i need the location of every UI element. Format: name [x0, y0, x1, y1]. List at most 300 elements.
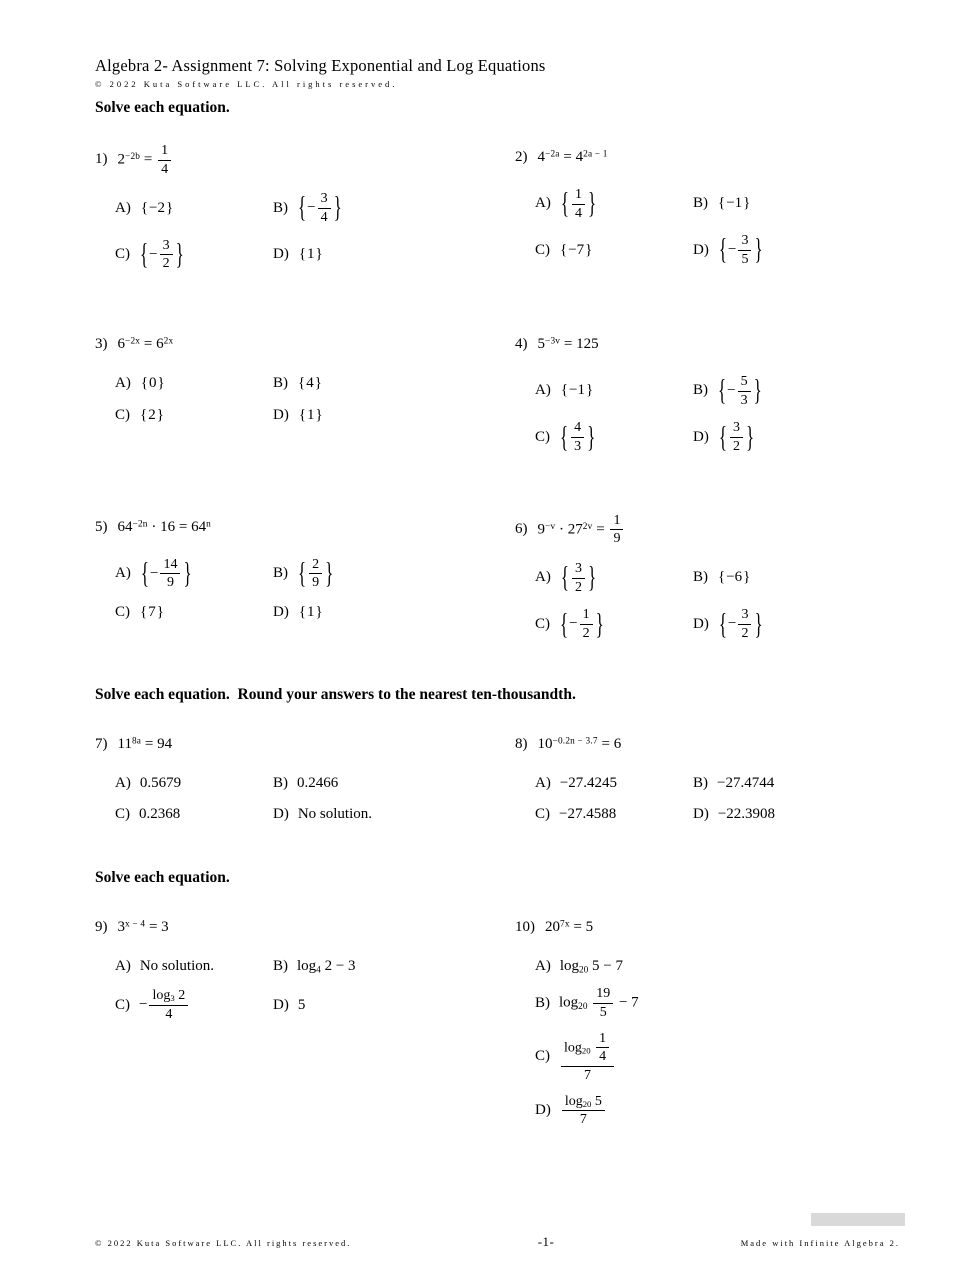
choice-a — [535, 187, 653, 221]
fraction-numerator: 3 — [160, 238, 173, 256]
exponent: −2n — [132, 519, 148, 530]
set-brace: } — [754, 606, 763, 641]
choice-b — [535, 986, 639, 1020]
fraction-numerator: $\log_3 2$ — [149, 988, 188, 1006]
choice-label: B) — [693, 382, 708, 399]
choice-label: A) — [535, 957, 551, 974]
choice-math: {− $\frac{3}{2}$ } — [718, 607, 764, 641]
choice-math: {− $\frac{3}{2}$ } — [139, 238, 185, 272]
choice-math: {7} — [139, 603, 165, 623]
set-brace: } — [588, 186, 597, 220]
choice-label: D) — [273, 996, 289, 1013]
choice-math — [560, 561, 597, 595]
problem-number: 4) — [515, 336, 528, 353]
problem-7 — [95, 730, 515, 825]
choice-math: $\log_4 2 - 3$ — [297, 957, 356, 976]
choice-c — [115, 988, 233, 1022]
set-brace: } — [183, 556, 192, 590]
fraction — [738, 374, 751, 408]
choice-math: −22.3908 — [717, 806, 776, 823]
footer-copyright: © 2022 Kuta Software LLC. All rights reserved. — [95, 1238, 352, 1248]
problem-equation — [515, 143, 900, 173]
choice-label: C) — [535, 615, 550, 632]
choice-a — [535, 381, 653, 401]
fraction-numerator: 14 — [160, 557, 180, 575]
set-brace: } — [315, 246, 323, 263]
choice-math: {−1} — [717, 194, 751, 214]
log-base-subscript: 20 — [579, 965, 589, 976]
choice-label: C) — [115, 246, 130, 263]
choice-label: D) — [273, 406, 289, 423]
choice-label: B) — [273, 565, 288, 582]
problem-row — [95, 730, 900, 825]
fraction-denominator: 9 — [312, 575, 320, 591]
exponent: −2a — [545, 149, 560, 160]
section-heading: Solve each equation. — [95, 99, 230, 116]
fraction-denominator: 3 — [740, 392, 748, 408]
set-brace: { — [560, 560, 569, 594]
exponent: n — [206, 519, 211, 530]
choice-d — [693, 805, 775, 825]
set-brace: { — [718, 195, 726, 212]
fraction — [580, 607, 593, 641]
choice-d — [273, 996, 356, 1016]
choice-c — [115, 603, 233, 623]
problem-equation — [515, 730, 900, 760]
choice-a — [115, 557, 233, 591]
choice-c — [535, 607, 653, 641]
choice-math: −27.4744 — [717, 774, 775, 791]
set-brace: { — [718, 606, 727, 641]
fraction-denominator: 2 — [162, 256, 170, 272]
choice-label: B) — [693, 774, 708, 791]
choice-math — [718, 420, 755, 454]
fraction-numerator: 3 — [572, 561, 585, 579]
choice-math: 0.2368 — [139, 806, 181, 823]
choice-label: A) — [115, 957, 131, 974]
choice-label: C) — [115, 806, 130, 823]
equation-math: $9^{-v} \cdot 27^{2v}$ = $\frac{1}{9}$ — [538, 513, 626, 547]
set-brace: { — [140, 375, 149, 392]
choice-label: A) — [115, 375, 131, 392]
choice-math: No solution. — [139, 957, 215, 974]
choice-math: − $\frac{\log_3 2}{4}$ — [139, 988, 190, 1022]
choice-label: D) — [693, 428, 709, 445]
choice-b — [273, 557, 334, 591]
fraction — [596, 1031, 609, 1065]
fraction — [738, 233, 751, 267]
choice-math: −27.4588 — [559, 806, 617, 823]
equation-math: $5^{-3v} = 125$ — [537, 336, 599, 353]
footer-page-number: -1- — [537, 1234, 555, 1249]
choice-math — [560, 187, 597, 221]
set-brace: { — [298, 604, 307, 621]
choice-label: B) — [273, 957, 288, 974]
exponent: −v — [545, 521, 556, 532]
fraction-numerator: 3 — [738, 233, 751, 251]
worksheet-footer — [95, 1234, 900, 1250]
problem-6 — [515, 513, 900, 642]
fraction — [572, 187, 585, 221]
answer-choices — [535, 774, 900, 825]
choice-b — [693, 194, 764, 214]
set-brace: { — [140, 604, 148, 621]
worksheet-header — [95, 56, 900, 89]
choice-math: {−6} — [717, 568, 751, 588]
set-brace: } — [314, 375, 322, 392]
fraction-denominator: 2 — [733, 439, 740, 455]
set-brace: } — [588, 560, 597, 594]
choice-label: B) — [273, 774, 288, 791]
problems-area — [95, 99, 900, 1128]
answer-choices — [535, 374, 900, 455]
problem-number: 10) — [515, 919, 535, 935]
answer-choices — [115, 191, 515, 272]
set-brace: } — [166, 199, 174, 216]
problem-8 — [515, 730, 900, 825]
worksheet-section — [95, 686, 900, 825]
choice-c — [535, 241, 653, 261]
set-brace: } — [157, 375, 165, 392]
choice-a — [535, 774, 653, 794]
fraction — [738, 607, 751, 641]
set-brace: } — [746, 419, 755, 454]
fraction-denominator: 7 — [579, 1112, 587, 1128]
choice-math: {1} — [298, 603, 324, 623]
choice-math: {− $\frac{5}{3}$ } — [717, 374, 763, 408]
set-brace: { — [140, 199, 149, 216]
choice-a — [115, 957, 233, 977]
choice-label: D) — [273, 806, 289, 823]
log-base-subscript: 20 — [578, 1002, 588, 1013]
choice-a — [115, 199, 233, 219]
choice-c — [115, 805, 233, 825]
page-title: Algebra 2- Assignment 7: Solving Exponential and Log Equations — [95, 56, 546, 75]
choice-label: A) — [115, 565, 131, 582]
fraction — [571, 420, 584, 454]
fraction — [160, 557, 180, 591]
choice-a — [115, 774, 233, 794]
choice-b — [273, 374, 324, 394]
problem-4 — [515, 330, 900, 455]
fraction-numerator: $\log_{20} 5$ — [562, 1094, 605, 1112]
set-brace: } — [315, 406, 323, 423]
fraction — [158, 143, 171, 177]
problem-equation — [95, 730, 515, 760]
set-brace: } — [175, 237, 184, 271]
choice-a — [115, 374, 233, 394]
choice-math: 5 — [297, 996, 306, 1013]
problem-equation — [515, 330, 900, 360]
fraction-denominator: 4 — [320, 210, 328, 226]
choice-label: D) — [693, 241, 709, 258]
log-base-subscript: 4 — [316, 965, 321, 976]
set-brace: } — [753, 373, 762, 407]
answer-choices — [115, 957, 515, 1023]
worksheet-section — [95, 869, 900, 1128]
choice-math — [559, 420, 596, 454]
set-brace: } — [743, 569, 751, 586]
set-brace: } — [754, 232, 763, 267]
choice-math: {0} — [140, 374, 166, 394]
choice-label: B) — [693, 195, 708, 212]
answer-choices — [115, 557, 515, 623]
choice-d — [693, 607, 764, 641]
set-brace: { — [718, 373, 727, 407]
problem-equation — [95, 913, 515, 943]
choice-math: {−7} — [559, 241, 593, 261]
fraction — [561, 1031, 614, 1084]
choice-math — [559, 1031, 616, 1084]
fraction-denominator: 9 — [613, 531, 621, 547]
answer-choices — [535, 957, 900, 1128]
exponent: 2x — [163, 336, 174, 347]
choice-math: 0.5679 — [139, 774, 182, 791]
choice-math: {1} — [298, 406, 324, 426]
choice-d — [273, 603, 334, 623]
choice-label: D) — [535, 1102, 551, 1119]
choice-d — [693, 420, 763, 454]
equation-math: $6^{-2x} = 6^{2x}$ — [117, 336, 174, 353]
answer-choices — [115, 374, 515, 425]
exponent: 2a − 1 — [583, 149, 608, 160]
choice-d — [693, 233, 764, 267]
fraction-denominator: 4 — [165, 1006, 173, 1022]
fraction-denominator: 9 — [166, 575, 174, 591]
choice-b — [693, 568, 764, 588]
choice-d — [273, 805, 372, 825]
choice-c — [535, 420, 653, 454]
exponent: −2b — [125, 151, 141, 162]
equation-math: $3^{x - 4} = 3$ — [117, 919, 169, 935]
choice-label: B) — [535, 994, 550, 1011]
equation-math: $20^{7x} = 5$ — [545, 919, 594, 935]
choice-a — [535, 561, 653, 595]
choice-math: No solution. — [297, 806, 373, 823]
equation-math: $2^{-2b}$ = $\frac{1}{4}$ — [118, 143, 174, 177]
set-brace: } — [586, 382, 594, 399]
choice-label: C) — [115, 996, 130, 1013]
log-base-subscript: 3 — [170, 993, 175, 1004]
choice-d — [273, 245, 343, 265]
exponent: 7x — [560, 919, 570, 930]
fraction-denominator: 2 — [582, 626, 590, 642]
choice-math: {− $\frac{3}{4}$ } — [297, 191, 343, 225]
set-brace: { — [298, 246, 307, 263]
choice-label: D) — [273, 246, 289, 263]
choice-label: D) — [693, 615, 709, 632]
problem-2 — [515, 143, 900, 268]
exponent: 8a — [131, 736, 142, 747]
set-brace: { — [560, 606, 569, 641]
section-heading: Solve each equation. — [95, 868, 230, 886]
choice-c — [115, 238, 233, 272]
fraction-numerator: 3 — [318, 191, 331, 209]
choice-label: A) — [535, 382, 551, 399]
fraction-denominator: 2 — [575, 579, 582, 595]
equation-math: $4^{-2a} = 4^{2a - 1}$ — [537, 149, 608, 166]
set-brace: { — [560, 382, 569, 399]
choice-math: {− $\frac{14}{9}$ } — [140, 557, 193, 591]
set-brace: { — [718, 569, 726, 586]
choice-label: C) — [115, 604, 130, 621]
fraction-numerator: $\log_{20}$ $\frac{1}{4}$ — [561, 1031, 614, 1067]
fraction — [318, 191, 331, 225]
answer-choices — [535, 187, 900, 268]
fraction-denominator: 7 — [584, 1067, 592, 1083]
choice-math: {4} — [297, 374, 323, 394]
fraction-numerator: 5 — [738, 374, 751, 392]
choice-a — [535, 957, 639, 977]
problem-row — [95, 330, 900, 455]
set-brace: { — [298, 190, 307, 225]
set-brace: { — [298, 406, 307, 423]
choice-c — [115, 406, 233, 426]
problem-number: 2) — [515, 149, 528, 166]
choice-math: 0.2466 — [297, 774, 339, 791]
choice-d — [273, 406, 324, 426]
problem-row — [95, 913, 900, 1128]
set-brace: } — [587, 419, 596, 454]
problem-equation — [95, 330, 515, 360]
problem-number: 9) — [95, 919, 108, 935]
fraction-denominator: 4 — [599, 1049, 607, 1065]
problem-row — [95, 143, 900, 272]
choice-label: A) — [115, 774, 131, 791]
choice-c — [535, 805, 653, 825]
set-brace: } — [156, 406, 164, 423]
choice-math: {−2} — [140, 199, 174, 219]
exponent: x − 4 — [125, 919, 146, 930]
choice-math: −27.4245 — [559, 774, 618, 791]
answer-choices — [115, 774, 515, 825]
equation-math: $64^{-2n} \cdot 16 = 64^n$ — [117, 518, 211, 535]
log-base-subscript: 20 — [581, 1045, 591, 1056]
fraction-numerator: 1 — [572, 187, 585, 205]
problem-row — [95, 513, 900, 642]
choice-math: {1} — [298, 245, 324, 265]
set-brace: { — [140, 237, 149, 271]
equation-math: $10^{-0.2n - 3.7} = 6$ — [537, 736, 622, 752]
fraction-denominator: 4 — [161, 161, 169, 177]
choice-d — [535, 1094, 639, 1128]
fraction — [572, 561, 585, 595]
set-brace: } — [585, 241, 593, 258]
choice-math: $\log_{20}$ $\frac{19}{5}$ − 7 — [559, 986, 639, 1020]
fraction-denominator: 5 — [741, 252, 749, 268]
fraction — [610, 513, 623, 547]
problem-9 — [95, 913, 515, 1023]
choice-math: {− $\frac{1}{2}$ } — [559, 607, 605, 641]
section-heading: Solve each equation. Round your answers to the nearest ten-thousandth. — [95, 685, 576, 703]
choice-label: C) — [535, 241, 550, 258]
set-brace: } — [333, 190, 342, 225]
choice-label: B) — [693, 569, 708, 586]
choice-label: A) — [535, 195, 551, 212]
fraction-numerator: 2 — [309, 557, 322, 575]
choice-math: {2} — [139, 406, 165, 426]
choice-c — [535, 1031, 639, 1084]
fraction-numerator: 1 — [158, 143, 171, 161]
log-base-subscript: 20 — [582, 1098, 592, 1109]
answer-choices — [535, 561, 900, 642]
fraction — [160, 238, 173, 272]
set-brace: { — [560, 186, 569, 220]
choice-math: {−1} — [560, 381, 594, 401]
choice-math — [297, 557, 334, 591]
set-brace: { — [560, 419, 569, 454]
equation-math: $11^{8a} = 94$ — [117, 736, 173, 752]
set-brace: } — [743, 195, 751, 212]
choice-label: A) — [535, 569, 551, 586]
fraction-denominator: 5 — [599, 1004, 607, 1020]
exponent: −2x — [125, 336, 141, 347]
choice-math: $\log_{20} 5 - 7$ — [559, 957, 624, 976]
copyright-line: © 2022 Kuta Software LLC. All rights reserved. — [95, 79, 398, 89]
set-brace: { — [718, 232, 727, 267]
set-brace: { — [298, 556, 307, 590]
problem-equation — [515, 513, 900, 547]
fraction-denominator: 3 — [574, 439, 582, 455]
set-brace: } — [156, 604, 164, 621]
choice-label: C) — [115, 406, 130, 423]
set-brace: } — [315, 604, 323, 621]
problem-number: 8) — [515, 736, 528, 752]
problem-10 — [515, 913, 900, 1128]
fraction — [309, 557, 322, 591]
problem-3 — [95, 330, 515, 425]
fraction-numerator: 19 — [593, 986, 613, 1004]
problem-number: 6) — [515, 521, 528, 538]
choice-b — [693, 774, 775, 794]
problem-equation — [95, 513, 515, 543]
problem-5 — [95, 513, 515, 623]
set-brace: } — [595, 606, 604, 641]
problem-equation — [95, 143, 515, 177]
choice-label: D) — [693, 806, 709, 823]
fraction-denominator: 2 — [741, 626, 749, 642]
problem-number: 3) — [95, 336, 108, 353]
fraction-denominator: 4 — [575, 205, 582, 221]
exponent: −3v — [545, 336, 561, 347]
fraction-numerator: 1 — [596, 1031, 609, 1049]
choice-b — [273, 957, 356, 977]
choice-b — [693, 374, 763, 408]
choice-label: D) — [273, 604, 289, 621]
fraction — [730, 420, 743, 454]
choice-label: A) — [535, 774, 551, 791]
set-brace: { — [298, 375, 306, 392]
fraction-numerator: 1 — [580, 607, 593, 625]
choice-b — [273, 191, 343, 225]
page-artifact — [811, 1213, 905, 1226]
set-brace: { — [718, 419, 727, 454]
choice-label: B) — [273, 375, 288, 392]
problem-number: 1) — [95, 151, 108, 168]
set-brace: { — [140, 406, 148, 423]
problem-equation — [515, 913, 900, 943]
fraction — [149, 988, 188, 1022]
choice-label: A) — [115, 199, 131, 216]
problem-1 — [95, 143, 515, 272]
exponent: −0.2n − 3.7 — [552, 736, 598, 747]
fraction-numerator: 3 — [738, 607, 751, 625]
fraction-numerator: 3 — [730, 420, 743, 438]
fraction — [593, 986, 613, 1020]
choice-label: B) — [273, 199, 288, 216]
choice-label: C) — [535, 1048, 550, 1065]
fraction — [562, 1094, 605, 1128]
